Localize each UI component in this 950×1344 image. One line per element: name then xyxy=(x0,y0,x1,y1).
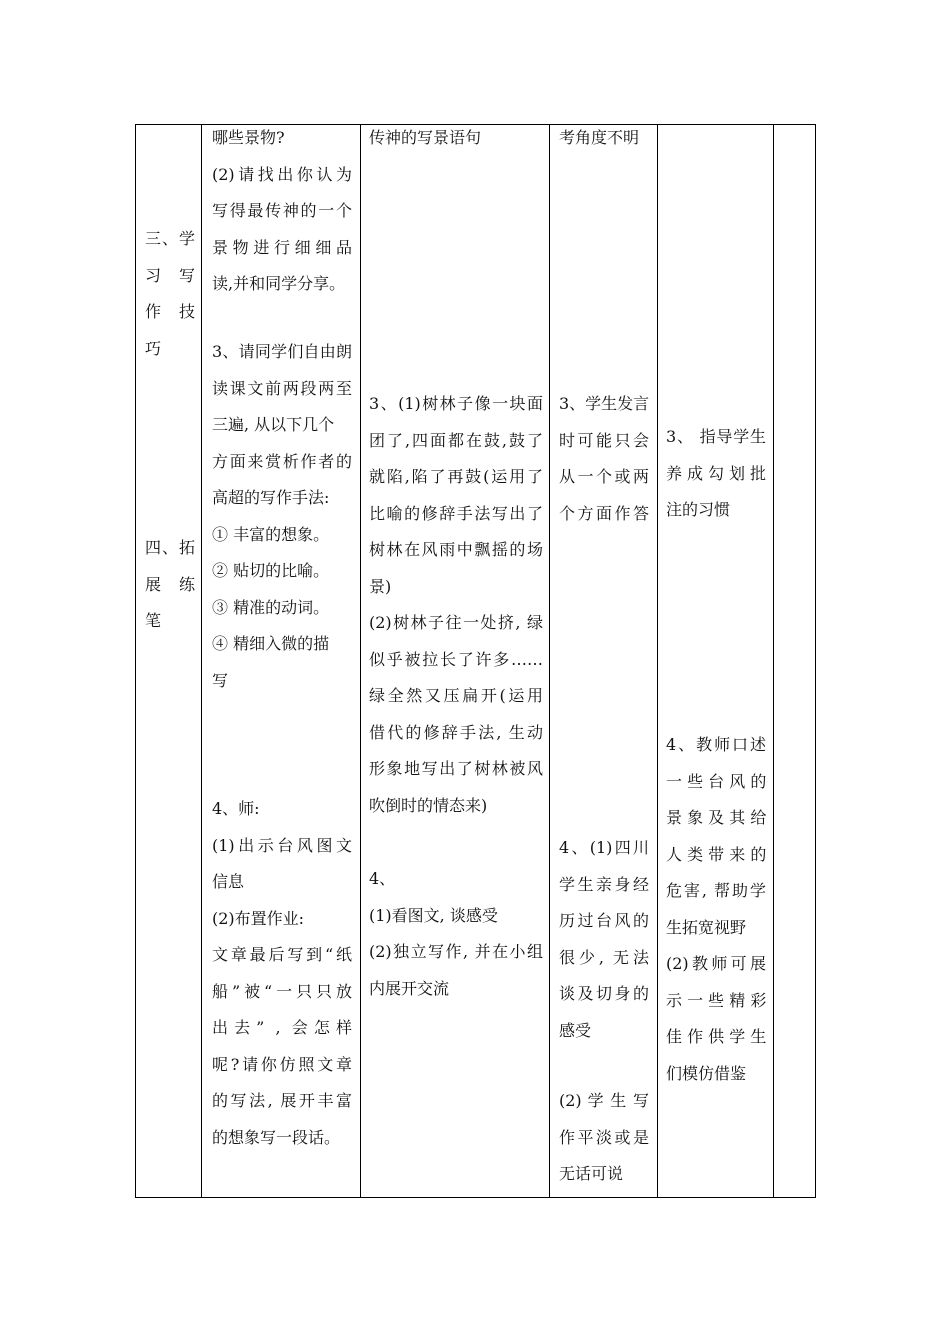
text-line: 生拓宽视野 xyxy=(666,917,747,937)
stage-line: 三、学 xyxy=(145,229,195,248)
text-line: 时可能只会 xyxy=(559,430,649,450)
stage-label-extension-writing xyxy=(145,530,195,640)
column-divider-5 xyxy=(773,124,774,1198)
text-line: 们模仿借鉴 xyxy=(666,1063,747,1083)
text-line: 4、 xyxy=(369,869,396,888)
stage-line: 巧 xyxy=(145,338,162,358)
text-line: (2)独立写作, 并在小组 xyxy=(369,942,543,961)
text-line: 出去” , 会怎样 xyxy=(212,1018,352,1037)
column-divider-4 xyxy=(657,124,658,1198)
text-line: 船”被“一只只放 xyxy=(212,981,352,1001)
stage-label-writing-skills xyxy=(145,221,195,367)
strategy-block-1 xyxy=(666,419,766,529)
text-line: 高超的写作手法: xyxy=(212,488,330,507)
text-line: 文章最后写到“纸 xyxy=(212,945,352,964)
text-line: 就陷,陷了再鼓(运用了 xyxy=(369,467,543,486)
text-line: 景) xyxy=(369,576,392,596)
text-line: 注的习惯 xyxy=(666,500,731,519)
text-line: 写 xyxy=(212,670,229,690)
text-line: 三遍, 从以下几个 xyxy=(212,415,335,434)
text-line: 读课文前两段两至 xyxy=(212,378,352,398)
text-line: 3、 指导学生 xyxy=(666,427,766,446)
text-line: 绿全然又压扁开(运用 xyxy=(369,686,543,705)
text-line: 感受 xyxy=(559,1020,592,1040)
difficulty-block-1 xyxy=(559,120,649,157)
text-line: 借代的修辞手法, 生动 xyxy=(369,722,543,742)
text-line: 3、(1)树林子像一块面 xyxy=(369,394,543,413)
text-line: 呢?请你仿照文章 xyxy=(212,1054,352,1074)
text-line: (2)布置作业: xyxy=(212,908,305,928)
text-line: 佳 作 供 学 生 xyxy=(666,1027,766,1046)
table-bottom-border xyxy=(135,1197,816,1198)
text-line: (2)教师可展 xyxy=(666,954,766,973)
teacher-activity-block-2 xyxy=(212,334,352,699)
text-line: 团了,四面都在鼓,鼓了 xyxy=(369,430,543,450)
text-line: 比喻的修辞手法写出了 xyxy=(369,503,543,523)
student-activity-block-2 xyxy=(369,386,543,824)
strategy-block-2 xyxy=(666,727,766,1092)
text-line: 树林在风雨中飘摇的场 xyxy=(369,540,543,559)
text-line: 考角度不明 xyxy=(559,128,640,147)
text-line: 的写法, 展开丰富 xyxy=(212,1091,352,1110)
column-divider-1 xyxy=(201,124,202,1198)
text-line: ① 丰富的想象。 xyxy=(212,524,330,544)
text-line: 吹倒时的情态来) xyxy=(369,795,488,815)
text-line: 哪些景物? xyxy=(212,128,285,147)
column-divider-2 xyxy=(360,124,361,1198)
lesson-plan-table xyxy=(135,124,816,1198)
text-line: 养成勾划批 xyxy=(666,463,766,483)
difficulty-block-3 xyxy=(559,830,649,1049)
text-line: 从一个或两 xyxy=(559,467,649,486)
text-line: (1)出示台风图文 xyxy=(212,835,352,855)
text-line: 很少, 无法 xyxy=(559,947,649,967)
stage-line: 习 写 xyxy=(145,265,195,285)
text-line: (2) 学 生 写 xyxy=(559,1091,649,1110)
text-line: 写得最传神的一个 xyxy=(212,201,352,220)
text-line: (2)树林子往一处挤, 绿 xyxy=(369,613,543,632)
text-line: 谈及切身的 xyxy=(559,984,649,1003)
text-line: 景 象 及 其 给 xyxy=(666,808,766,827)
text-line: 信息 xyxy=(212,872,245,891)
text-line: 无话可说 xyxy=(559,1164,624,1183)
stage-line: 展 练 xyxy=(145,574,195,594)
text-line: 个方面作答 xyxy=(559,503,649,523)
stage-line: 笔 xyxy=(145,611,162,630)
text-line: 作平淡或是 xyxy=(559,1127,649,1147)
text-line: 方面来赏析作者的 xyxy=(212,451,352,471)
text-line: ④ 精细入微的描 xyxy=(212,634,330,653)
teacher-activity-block-1 xyxy=(212,120,352,303)
text-line: ② 贴切的比喻。 xyxy=(212,561,330,580)
text-line: 示 一 些 精 彩 xyxy=(666,990,766,1010)
text-line: 危害, 帮助学 xyxy=(666,881,766,900)
teacher-activity-block-3 xyxy=(212,791,352,1156)
text-line: 似乎被拉长了许多…… xyxy=(369,649,543,669)
text-line: 读,并和同学分享。 xyxy=(212,274,346,293)
difficulty-block-4 xyxy=(559,1083,649,1193)
table-right-border xyxy=(815,124,816,1198)
text-line: 形象地写出了树林被风 xyxy=(369,759,543,778)
text-line: 4、教师口述 xyxy=(666,735,766,754)
text-line: 内展开交流 xyxy=(369,978,450,998)
student-activity-block-1 xyxy=(369,120,543,157)
text-line: 学生亲身经 xyxy=(559,874,649,894)
text-line: (2)请找出你认为 xyxy=(212,164,352,184)
text-line: ③ 精准的动词。 xyxy=(212,597,330,617)
text-line: 景物进行细细品 xyxy=(212,237,352,257)
table-left-border xyxy=(135,124,136,1198)
text-line: 历过台风的 xyxy=(559,911,649,930)
column-divider-3 xyxy=(549,124,550,1198)
text-line: 人 类 带 来 的 xyxy=(666,844,766,864)
text-line: (1)看图文, 谈感受 xyxy=(369,905,498,925)
text-line: 3、请同学们自由朗 xyxy=(212,342,352,361)
text-line: 3、学生发言 xyxy=(559,394,649,413)
student-activity-block-3 xyxy=(369,861,543,1007)
stage-line: 四、拓 xyxy=(145,538,195,557)
text-line: 的想象写一段话。 xyxy=(212,1127,341,1147)
text-line: 4、师: xyxy=(212,799,260,818)
text-line: 传神的写景语句 xyxy=(369,128,482,147)
stage-line: 作 技 xyxy=(145,302,195,321)
text-line: 4、(1)四川 xyxy=(559,838,649,857)
text-line: 一 些 台 风 的 xyxy=(666,771,766,791)
difficulty-block-2 xyxy=(559,386,649,532)
